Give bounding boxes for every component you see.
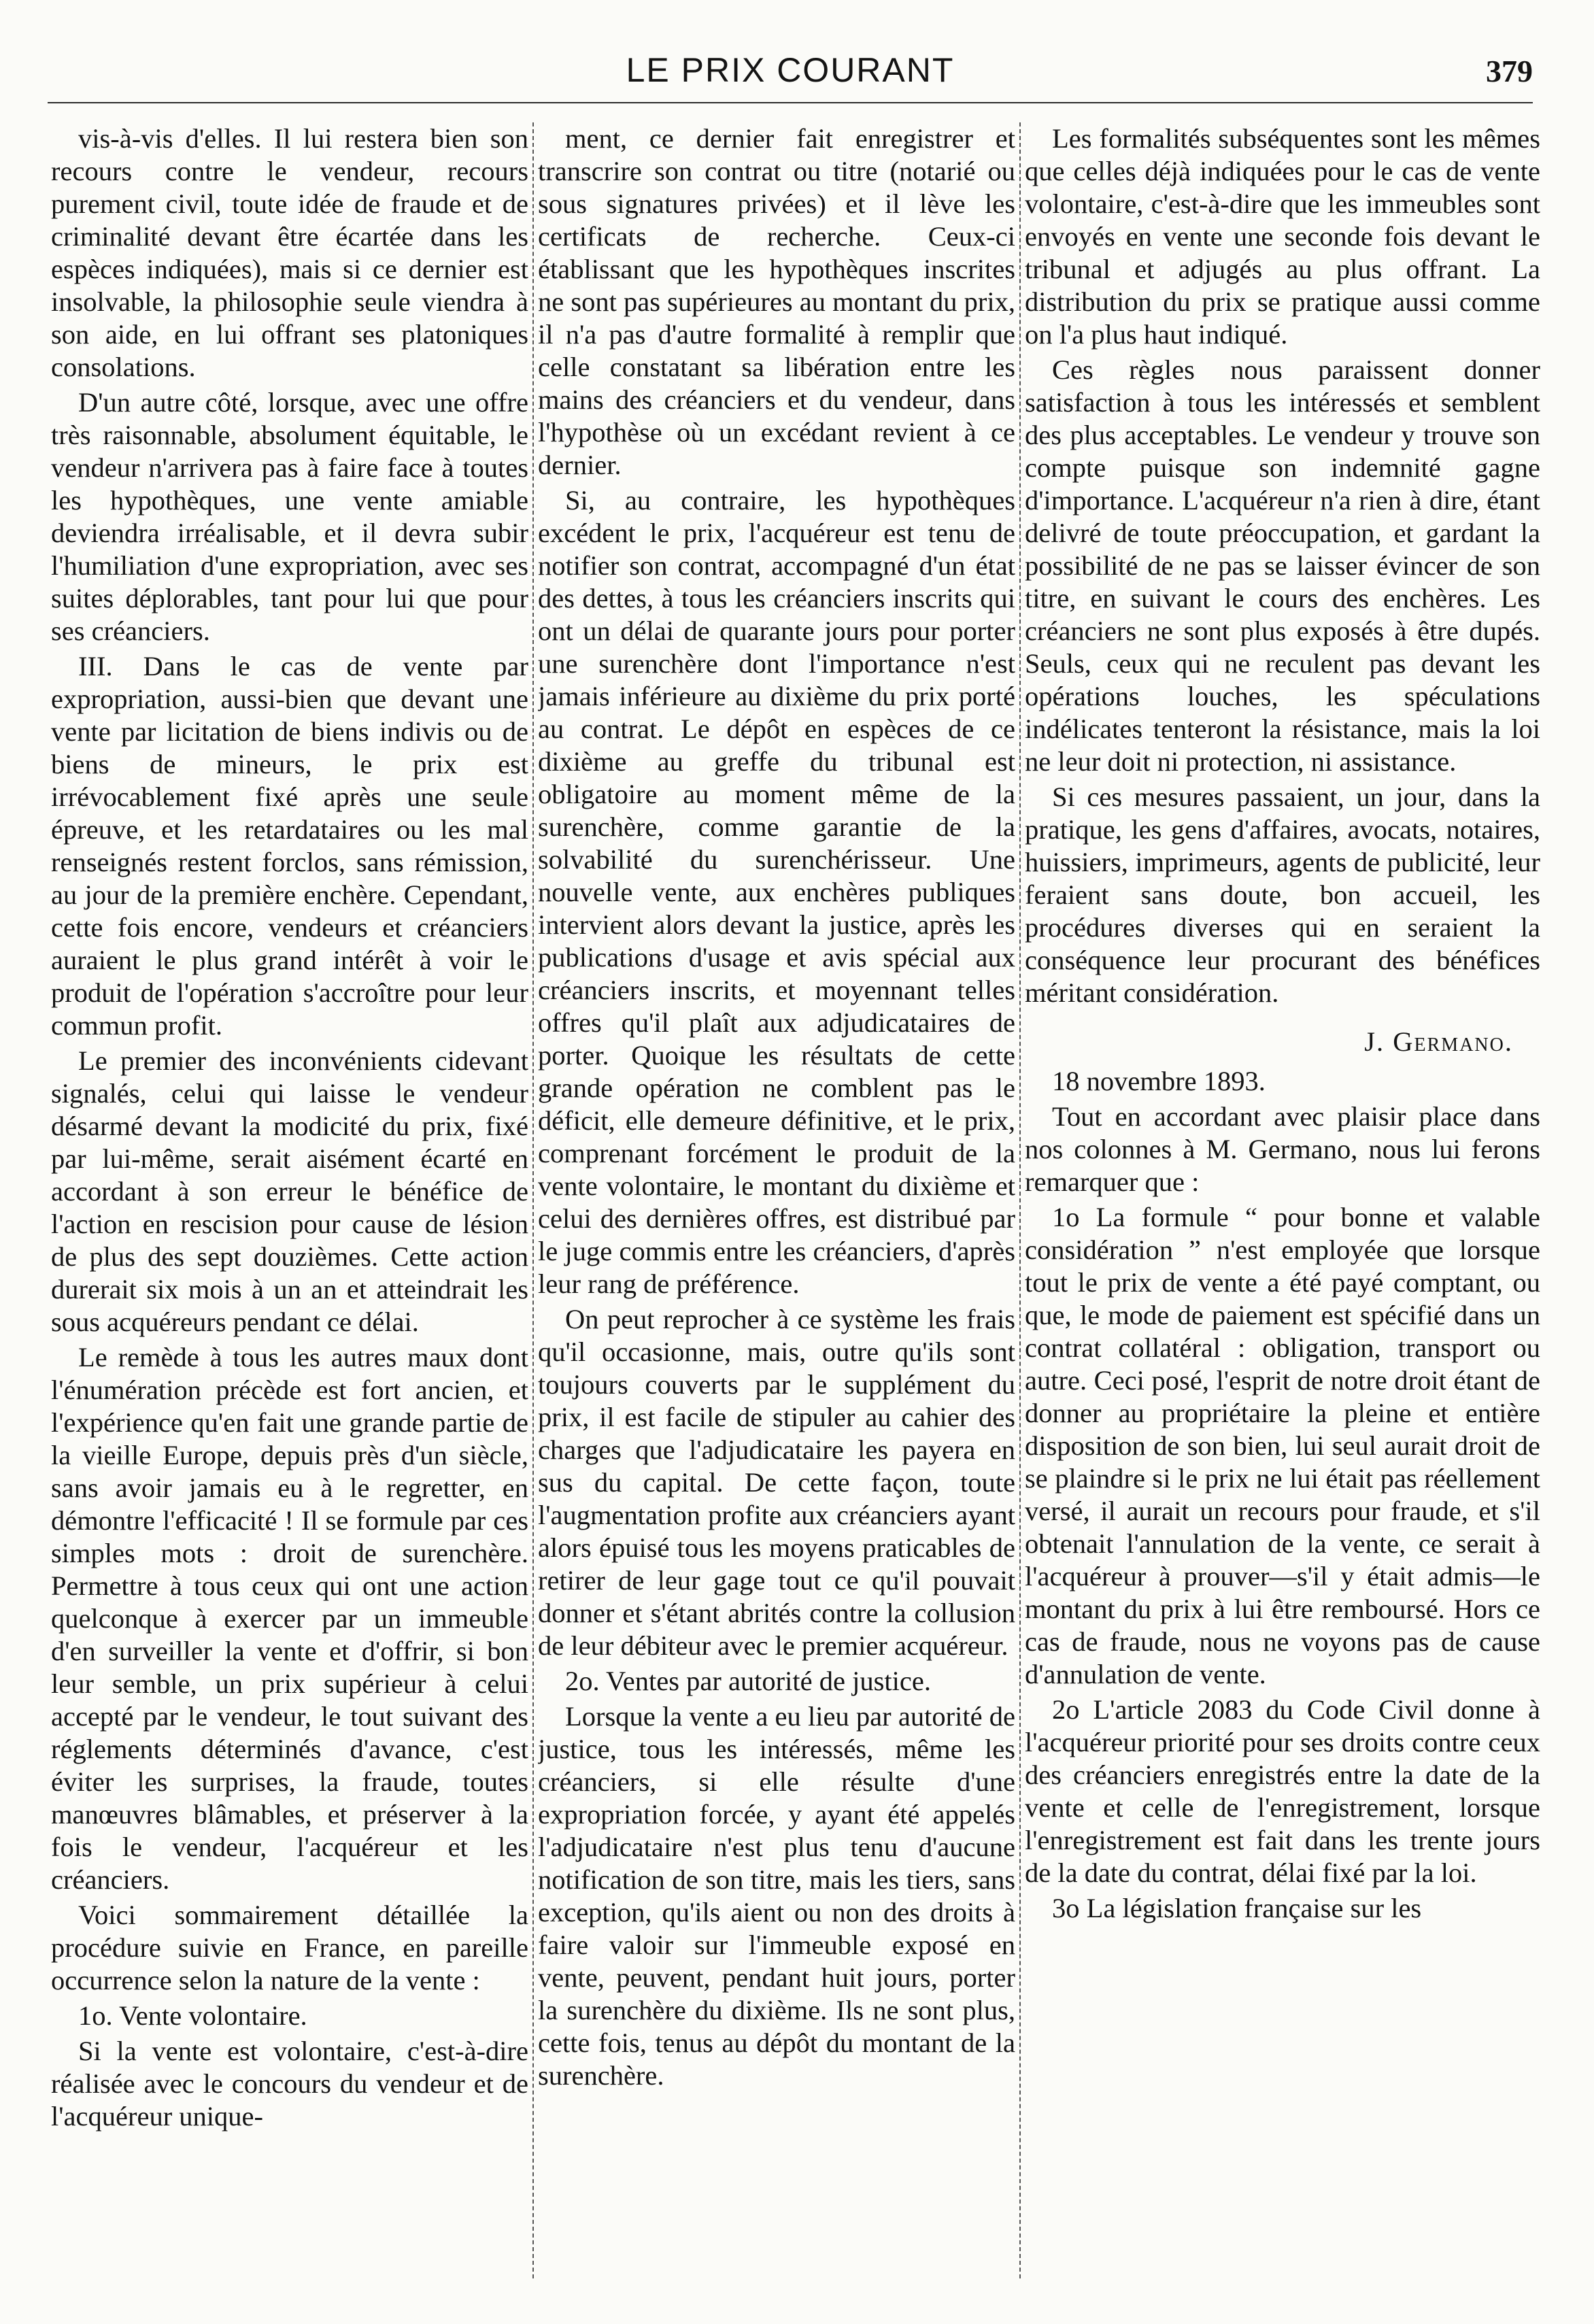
page-header — [48, 41, 1533, 103]
column-divider — [1019, 122, 1025, 2278]
paragraph: 1o La formule “ pour bonne et valable considération ” n'est employée que lorsque tout le prix de vente a été payé comptant, ou que, le mode de paiement est spécifié dans un contrat collatéral : obligation, transport ou autre. Ceci posé, l'esprit de notre droit étant de donner au propriétaire la pleine et entière disposition de son bien, lui seul aurait droit de se plaindre si le prix ne lui était pas réellement versé, il aurait un recours pour fraude, et s'il obtenait l'annulation de la vente, ce serait à l'acquéreur à prouver—s'il y était admis—le montant du prix à lui être remboursé. Hors ce cas de fraude, nous ne voyons pas de cause d'annulation de vente. — [1025, 1202, 1540, 1689]
column-1 — [51, 122, 528, 2285]
paragraph: Tout en accordant avec plaisir place dans nos colonnes à M. Germano, nous lui ferons remarquer que : — [1025, 1101, 1540, 1197]
paragraph: 2o L'article 2083 du Code Civil donne à l'acquéreur priorité pour ses droits contre ceux des créanciers enregistrés entre la date de la vente et celle de l'enregistrement, lorsque l'enregistrement est fait dans les trente jours de la date du contrat, délai fixé par la loi. — [1025, 1694, 1540, 1888]
paragraph: Ces règles nous paraissent donner satisfaction à tous les intéressés et semblent des plus acceptables. Le vendeur y trouve son compte puisque son indemnité gagne d'importance. L'acquéreur n'a rien à dire, étant delivré de toute préoccupation, et gardant la possibilité de ne pas se laisser évincer de son titre, en suivant le cours des enchères. Les créanciers ne sont plus exposés à être dupés. Seuls, ceux qui ne reculent pas devant les opérations louches, les spéculations indélicates tenteront la résistance, mais la loi ne leur doit ni protection, ni assistance. — [1025, 354, 1540, 777]
page-number: 379 — [1486, 54, 1533, 88]
paragraph: III. Dans le cas de vente par expropriation, aussi-bien que devant une vente par licitation de biens indivis ou de biens de mineurs, le prix est irrévocablement fixé après une seule épreuve, et les retardataires ou les mal renseignés restent forclos, sans rémission, au jour de la première enchère. Cependant, cette fois encore, vendeurs et créanciers auraient le plus grand intérêt à voir le produit de l'opération s'accroître pour leur commun profit. — [51, 651, 528, 1041]
paragraph: Si ces mesures passaient, un jour, dans la pratique, les gens d'affaires, avocats, notaires, huissiers, imprimeurs, agents de publicité, leur feraient sans doute, bon accueil, les procédures diverses qui en seraient la conséquence leur procurant des bénéfices méritant considération. — [1025, 781, 1540, 1008]
article-date: 18 novembre 1893. — [1052, 1066, 1266, 1096]
author-signature: J. Germano. — [1364, 1026, 1513, 1057]
column-2 — [538, 122, 1015, 2285]
column-3 — [1025, 122, 1540, 2285]
paragraph: ment, ce dernier fait enregistrer et transcrire son contrat ou titre (notarié ou sous signatures privées) et il lève les certificats de recherche. Ceux-ci établissant que les hypothèques inscrites ne sont pas supérieures au montant du prix, il n'a pas d'autre formalité à remplir que celle constatant sa libération entre les mains des créanciers et du vendeur, dans l'hypothèse où un excédant revient à ce dernier. — [538, 123, 1015, 480]
paragraph: On peut reprocher à ce système les frais qu'il occasionne, mais, outre qu'ils sont toujours couverts par le supplément du prix, il est facile de stipuler au cahier des charges que l'adjudicataire les payera en sus du capital. De cette façon, toute l'augmentation profite aux créanciers ayant alors épuisé tous les moyens praticables de retirer de leur gage tout ce qu'il pouvait donner et s'étant abrités contre la collusion de leur débiteur avec le premier acquéreur. — [538, 1304, 1015, 1661]
paragraph: Lorsque la vente a eu lieu par autorité de justice, tous les intéressés, même les créanciers, si elle résulte d'une expropriation forcée, y ayant été appelés l'adjudicataire n'est plus tenu d'aucune notification de son titre, mais les tiers, sans exception, qu'ils aient ou non des droits à faire valoir sur l'immeuble exposé en vente, peuvent, pendant huit jours, porter la surenchère du dixième. Ils ne sont plus, cette fois, tenus au dépôt du montant de la surenchère. — [538, 1701, 1015, 2091]
text-columns — [51, 122, 1540, 2285]
paragraph: 3o La législation française sur les — [1052, 1893, 1422, 1923]
paragraph: D'un autre côté, lorsque, avec une offre très raisonnable, absolument équitable, le vendeur n'arrivera pas à faire face à toutes les hypothèques, une vente amiable deviendra irréalisable, et il devra subir l'humiliation d'une expropriation, avec ses suites déplorables, tant pour lui que pour ses créanciers. — [51, 387, 528, 646]
paragraph: Les formalités subséquentes sont les mêmes que celles déjà indiquées pour le cas de vente volontaire, c'est-à-dire que les immeubles sont envoyés en vente une seconde fois devant le tribunal et adjugés au plus offrant. La distribution du prix se pratique aussi comme on l'a plus haut indiqué. — [1025, 123, 1540, 350]
column-divider — [532, 122, 538, 2278]
running-title: LE PRIX COURANT — [626, 51, 955, 89]
paragraph: Si, au contraire, les hypothèques excédent le prix, l'acquéreur est tenu de notifier son contrat, accompagné d'un état des dettes, à tous les créanciers inscrits qui ont un délai de quarante jours pour porter une surenchère dont l'importance n'est jamais inférieure au dixième du prix porté au contrat. Le dépôt en espèces de ce dixième au greffe du tribunal est obligatoire au moment même de la surenchère, comme garantie de la solvabilité du surenchérisseur. Une nouvelle vente, aux enchères publiques intervient alors devant la justice, après les publications d'usage et avis spécial aux créanciers inscrits, et moyennant telles offres qu'il plaît aux adjudicataires de porter. Quoique les résultats de cette grande opération ne comblent pas le déficit, elle demeure définitive, et le prix, comprenant forcément le produit de la vente volontaire, le montant du dixième et celui des dernières offres, est distribué par le juge commis entre les créanciers, d'après leur rang de préférence. — [538, 485, 1015, 1299]
section-heading: 1o. Vente volontaire. — [78, 2000, 307, 2031]
paragraph: vis-à-vis d'elles. Il lui restera bien son recours contre le vendeur, recours purement civil, toute idée de fraude et de criminalité devant être écartée dans les espèces indiquées), mais si ce dernier est insolvable, la philosophie seule viendra à son aide, en lui offrant ses platoniques consolations. — [51, 123, 528, 382]
paragraph: Si la vente est volontaire, c'est-à-dire réalisée avec le concours du vendeur et de l'acquéreur unique- — [51, 2036, 528, 2132]
paragraph: Le remède à tous les autres maux dont l'énumération précède est fort ancien, et l'expérience qu'en fait une grande partie de la vieille Europe, depuis près d'un siècle, sans avoir jamais eu à le regretter, en démontre l'efficacité ! Il se formule par ces simples mots : droit de surenchère. Permettre à tous ceux qui ont une action quelconque à exercer par un immeuble d'en surveiller la vente et d'offrir, si bon leur semble, un prix supérieur à celui accepté par le vendeur, le tout suivant des réglements déterminés d'avance, c'est éviter les surprises, la fraude, toutes manœuvres blâmables, et préserver à la fois le vendeur, l'acquéreur et les créanciers. — [51, 1342, 528, 1895]
section-heading: 2o. Ventes par autorité de justice. — [565, 1666, 931, 1696]
paragraph: Voici sommairement détaillée la procédure suivie en France, en pareille occurrence selon la nature de la vente : — [51, 1900, 528, 1995]
paragraph: Le premier des inconvénients cidevant signalés, celui qui laisse le vendeur désarmé devant la modicité du prix, fixé par lui-même, serait aisément écarté en accordant à son erreur le bénéfice de l'action en rescision pour cause de lésion de plus des sept douzièmes. Cette action durerait six mois à un an et atteindrait les sous acquéreurs pendant ce délai. — [51, 1045, 528, 1337]
